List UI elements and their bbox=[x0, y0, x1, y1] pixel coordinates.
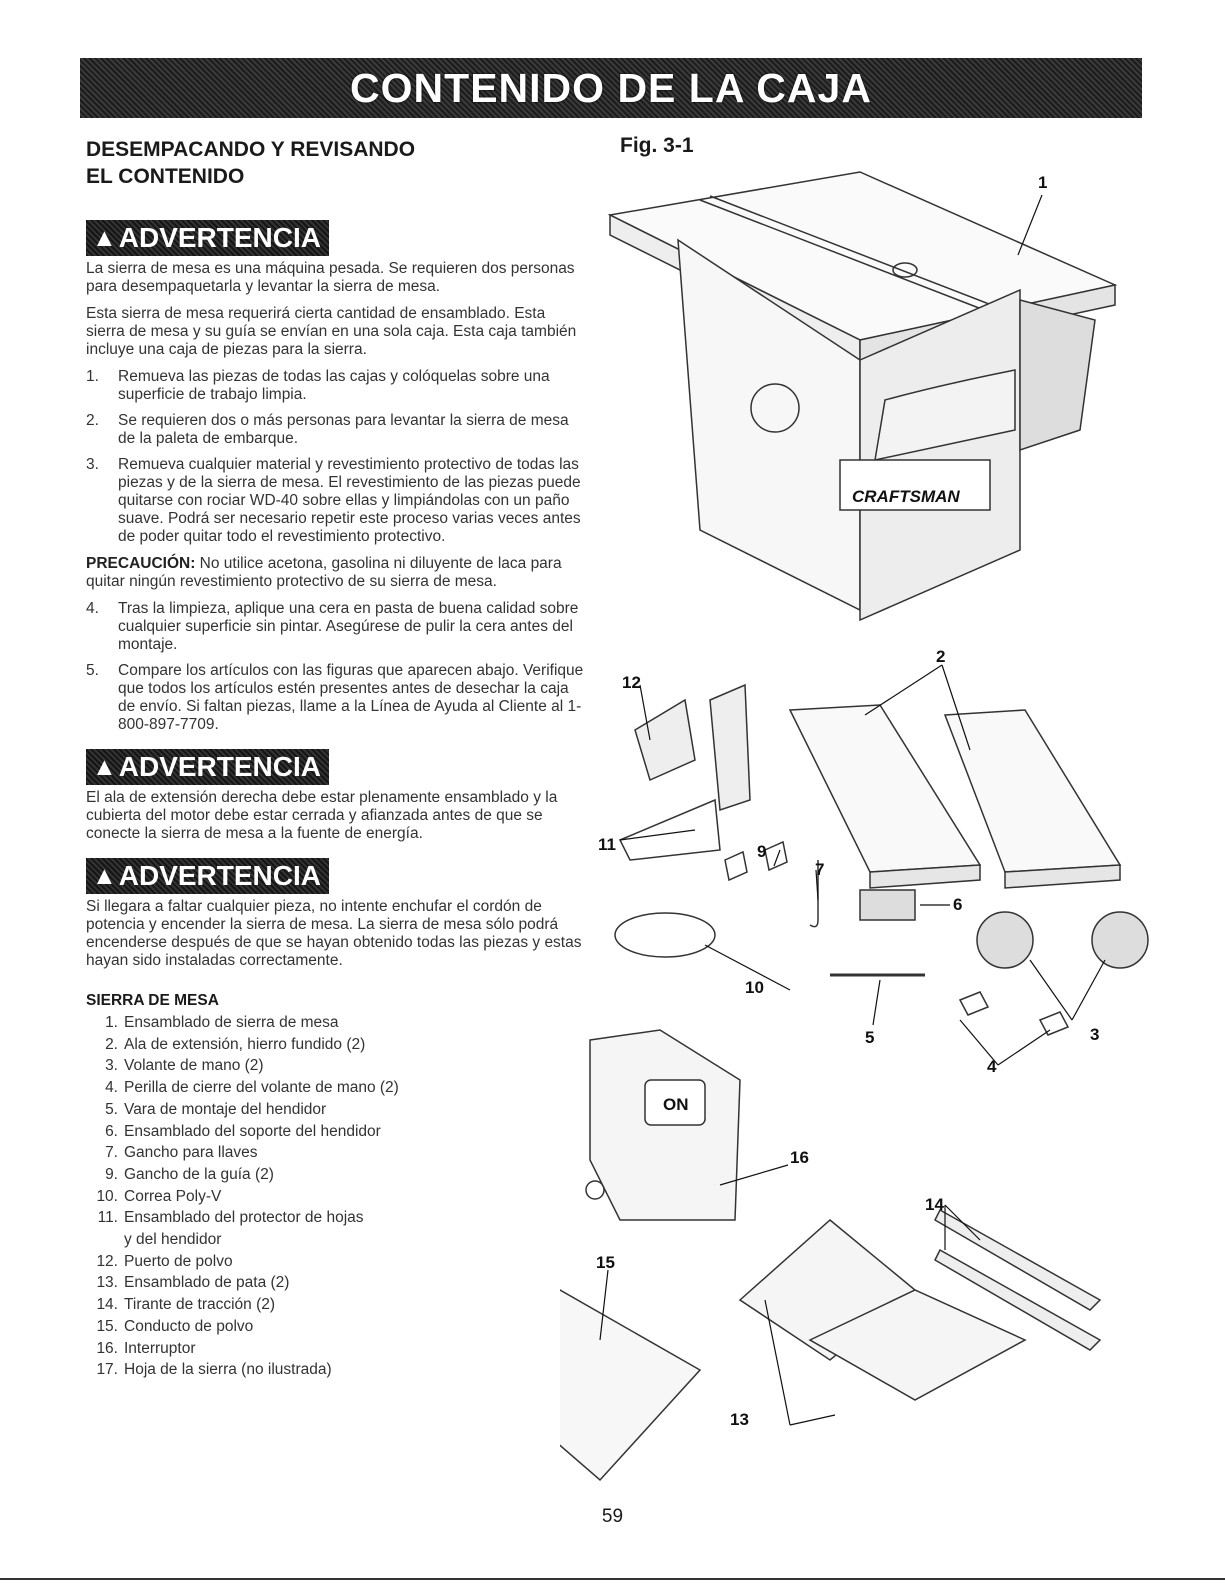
list-item bbox=[86, 368, 586, 404]
list-item-number: 1. bbox=[105, 1014, 118, 1031]
warning-badge bbox=[86, 749, 329, 785]
callout-5: 5 bbox=[865, 1028, 875, 1047]
switch-drawing bbox=[586, 1030, 740, 1220]
warning-text-1: La sierra de mesa es una máquina pesada. Se requieren dos personas para desempaquetarla y levantar la sierra de mesa. bbox=[86, 260, 575, 295]
page-number: 59 bbox=[601, 1506, 624, 1527]
banner-title: CONTENIDO DE LA CAJA bbox=[350, 64, 872, 111]
bottom-rule bbox=[0, 1578, 1225, 1580]
parts-list-title: SIERRA DE MESA bbox=[86, 992, 219, 1009]
list-item-text: y del hendidor bbox=[124, 1231, 222, 1249]
list-item bbox=[86, 1055, 586, 1077]
list-item-number: 6. bbox=[105, 1122, 118, 1140]
list-item-number: 9. bbox=[105, 1165, 118, 1183]
list-item-number: 14. bbox=[96, 1296, 118, 1314]
list-item-text: Remueva cualquier material y revestimiento protectivo de todas las piezas y de la sierra de mesa. El revestimiento de las piezas puede quitarse con rociar WD-40 sobre ellas y limpiándolas con un paño suave. Podrá ser necesario repetir este proceso varias veces antes de poder quitar todo el revestimiento protectivo. bbox=[118, 456, 581, 545]
table-saw-drawing bbox=[610, 172, 1115, 620]
handwheel-drawing bbox=[1092, 912, 1148, 968]
list-item-number: 4. bbox=[86, 600, 99, 617]
lock-knobs-drawing bbox=[960, 992, 1068, 1035]
caution-label: PRECAUCIÓN: bbox=[86, 555, 196, 572]
handwheel-drawing bbox=[977, 912, 1033, 968]
list-item-text: Gancho de la guía (2) bbox=[124, 1165, 274, 1183]
caution-text bbox=[86, 555, 586, 591]
list-item bbox=[86, 662, 586, 734]
list-item-number: 13. bbox=[96, 1274, 118, 1292]
warning-label: ADVERTENCIA bbox=[118, 751, 321, 782]
figure-label: Fig. 3-1 bbox=[620, 134, 694, 157]
list-item-text: Ensamblado de sierra de mesa bbox=[124, 1014, 339, 1031]
list-item-number bbox=[86, 1229, 118, 1251]
list-item-number: 7. bbox=[105, 1144, 118, 1162]
list-item-text: Remueva las piezas de todas las cajas y colóquelas sobre una superficie de trabajo limpia. bbox=[118, 368, 550, 403]
list-item bbox=[86, 1164, 586, 1186]
extension-wings-drawing bbox=[790, 705, 1120, 888]
list-item bbox=[86, 1099, 586, 1121]
callout-10: 10 bbox=[745, 978, 764, 997]
list-item-number: 3. bbox=[105, 1057, 118, 1075]
warning-label: ADVERTENCIA bbox=[118, 860, 321, 891]
warning-triangle-icon: ▲ bbox=[92, 752, 117, 781]
switch-on-label: ON bbox=[663, 1095, 689, 1114]
callout-4: 4 bbox=[987, 1057, 997, 1076]
parts-illustration bbox=[560, 160, 1200, 1520]
callout-12: 12 bbox=[622, 673, 641, 692]
caution-body: No utilice acetona, gasolina ni diluyente de laca para quitar ningún revestimiento protectivo de su sierra de mesa. bbox=[86, 555, 562, 590]
list-item-number: 2. bbox=[105, 1035, 118, 1053]
list-item-text: Ensamblado del protector de hojas bbox=[124, 1209, 364, 1227]
warning-badge bbox=[86, 220, 329, 256]
list-item-number: 1. bbox=[86, 368, 99, 385]
list-item bbox=[86, 1294, 586, 1316]
callout-13: 13 bbox=[730, 1410, 749, 1429]
list-item bbox=[86, 1207, 586, 1229]
list-item-text: Tras la limpieza, aplique una cera en pasta de buena calidad sobre cualquier superficie sin pintar. Asegúrese de pulir la cera antes del montaje. bbox=[118, 600, 579, 653]
list-item bbox=[86, 1186, 586, 1208]
list-item bbox=[86, 1077, 586, 1099]
list-item bbox=[86, 1121, 586, 1143]
warning-text-2: El ala de extensión derecha debe estar plenamente ensamblado y la cubierta del motor debe estar cerrada y afianzada antes de que se conecte la sierra de mesa a la fuente de energía. bbox=[86, 789, 558, 842]
intro-text: Esta sierra de mesa requerirá cierta cantidad de ensamblado. Esta sierra de mesa y su guía se envían en una sola caja. Esta caja también incluye una caja de piezas para la sierra. bbox=[86, 305, 577, 358]
list-item-number: 12. bbox=[96, 1252, 118, 1270]
list-item-text: Correa Poly-V bbox=[124, 1187, 222, 1205]
list-item-text: Ala de extensión, hierro fundido (2) bbox=[124, 1035, 366, 1053]
list-item-number: 10. bbox=[96, 1187, 118, 1205]
list-item bbox=[86, 1034, 586, 1056]
list-item bbox=[86, 1316, 586, 1338]
list-item-number: 5. bbox=[86, 662, 99, 679]
riving-bracket-drawing bbox=[860, 890, 915, 920]
list-item-number: 16. bbox=[96, 1339, 118, 1357]
list-item bbox=[86, 1229, 586, 1251]
callout-1: 1 bbox=[1038, 173, 1048, 192]
list-item-number: 5. bbox=[105, 1100, 118, 1118]
callout-9: 9 bbox=[757, 842, 767, 861]
steps-list-a bbox=[86, 368, 586, 546]
list-item bbox=[86, 1338, 586, 1360]
list-item bbox=[86, 1251, 586, 1273]
parts-list bbox=[86, 1012, 586, 1381]
steps-list-b bbox=[86, 600, 586, 734]
fence-hooks-drawing bbox=[725, 842, 787, 880]
list-item-text: Vara de montaje del hendidor bbox=[124, 1100, 327, 1118]
list-item-number: 3. bbox=[86, 456, 99, 473]
list-item-text: Se requieren dos o más personas para levantar la sierra de mesa de la paleta de embarque. bbox=[118, 412, 569, 447]
list-item-text: Ensamblado del soporte del hendidor bbox=[124, 1122, 381, 1140]
list-item-text: Tirante de tracción (2) bbox=[124, 1296, 276, 1314]
list-item bbox=[86, 1012, 586, 1034]
list-item-text: Conducto de polvo bbox=[124, 1317, 254, 1335]
callout-6: 6 bbox=[953, 895, 963, 914]
list-item-text: Interruptor bbox=[124, 1339, 196, 1357]
warning-label: ADVERTENCIA bbox=[118, 222, 321, 253]
warning-text-3: Si llegara a faltar cualquier pieza, no intente enchufar el cordón de potencia y encender la sierra de mesa. La sierra de mesa sólo podrá encenderse después de que se hayan obtenido todas las piezas y estas hayan sido instaladas correctamente. bbox=[86, 898, 582, 969]
list-item bbox=[86, 456, 586, 546]
callout-14: 14 bbox=[925, 1195, 944, 1214]
warning-badge bbox=[86, 858, 329, 894]
text-column bbox=[86, 136, 586, 1381]
list-item-text: Puerto de polvo bbox=[124, 1252, 233, 1270]
list-item bbox=[86, 412, 586, 448]
callout-11: 11 bbox=[598, 835, 616, 854]
legs-drawing bbox=[740, 1210, 1100, 1400]
list-item-number: 2. bbox=[86, 412, 99, 429]
list-item-text: Compare los artículos con las figuras que aparecen abajo. Verifique que todos los artículos estén presentes antes de desechar la caja de envío. Si faltan piezas, llame a la Línea de Ayuda al Cliente al 1-800-897-7709. bbox=[118, 662, 584, 733]
list-item-text: Gancho para llaves bbox=[124, 1144, 258, 1162]
section-heading-line2: EL CONTENIDO bbox=[86, 165, 245, 188]
dust-chute-drawing bbox=[560, 1290, 700, 1480]
list-item-text: Perilla de cierre del volante de mano (2) bbox=[124, 1079, 399, 1097]
callout-3: 3 bbox=[1090, 1025, 1100, 1044]
list-item bbox=[86, 600, 586, 654]
callout-15: 15 bbox=[596, 1253, 615, 1272]
callout-2: 2 bbox=[936, 647, 946, 666]
brand-logo: CRAFTSMAN bbox=[852, 487, 960, 506]
warning-triangle-icon: ▲ bbox=[92, 223, 117, 252]
callout-16: 16 bbox=[790, 1148, 809, 1167]
list-item-text: Ensamblado de pata (2) bbox=[124, 1274, 290, 1292]
section-heading-line1: DESEMPACANDO Y REVISANDO bbox=[86, 138, 416, 161]
list-item-number: 15. bbox=[96, 1317, 118, 1335]
section-heading bbox=[86, 136, 586, 190]
belt-drawing bbox=[615, 913, 715, 957]
title-banner bbox=[80, 58, 1142, 118]
list-item-number: 4. bbox=[105, 1079, 118, 1097]
list-item-number: 17. bbox=[96, 1361, 118, 1379]
list-item bbox=[86, 1272, 586, 1294]
list-item-number: 11. bbox=[97, 1209, 118, 1227]
callout-7: 7 bbox=[815, 860, 825, 879]
list-item bbox=[86, 1359, 586, 1381]
list-item-text: Hoja de la sierra (no ilustrada) bbox=[124, 1361, 332, 1379]
warning-triangle-icon: ▲ bbox=[92, 861, 117, 890]
blade-guard-drawing bbox=[620, 685, 750, 860]
list-item bbox=[86, 1142, 586, 1164]
list-item-text: Volante de mano (2) bbox=[124, 1057, 264, 1075]
